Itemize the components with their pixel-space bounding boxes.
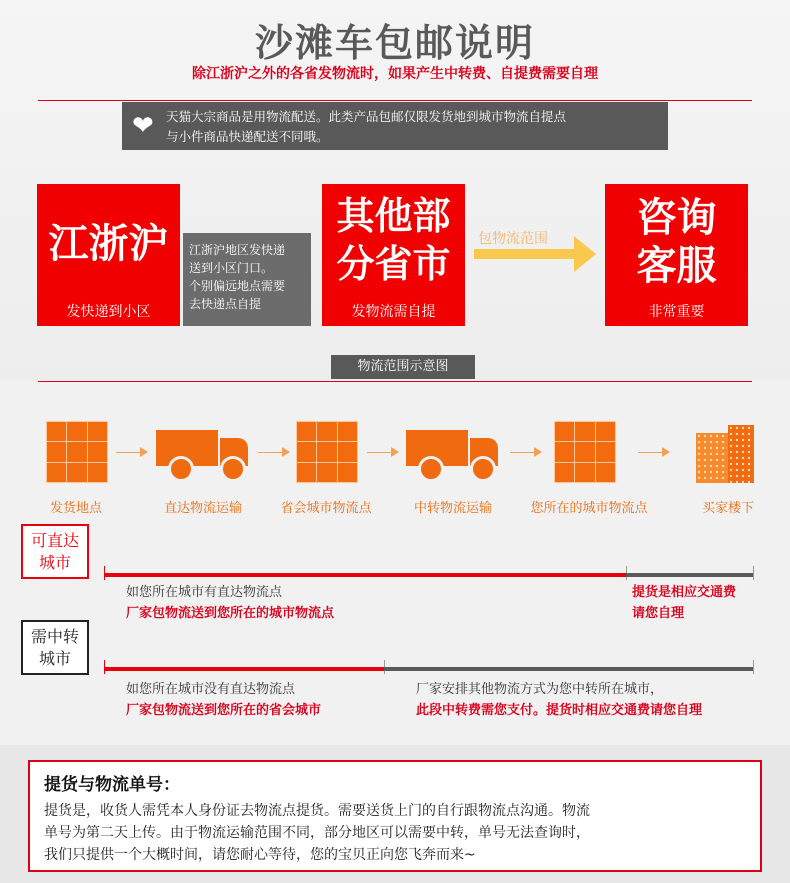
flow-legend: 物流范围示意图 bbox=[331, 355, 475, 379]
transfer-onward-note-red: 此段中转费需您支付。提货时相应交通费请您自理 bbox=[416, 703, 703, 718]
consult-title-line-2: 客服 bbox=[636, 242, 717, 289]
direct-pickup-note-1: 提货是相应交通费 bbox=[632, 585, 737, 600]
pickup-info-line-3: 我们只提供一个大概时间，请您耐心等待，您的宝贝正向您飞奔而来~ bbox=[44, 847, 476, 863]
jzh-note-line: 江浙沪地区发快递 bbox=[189, 243, 286, 257]
dash-arrow bbox=[510, 452, 536, 453]
step-label: 您所在的城市物流点 bbox=[530, 501, 648, 516]
consult-title-line-1: 咨询 bbox=[636, 194, 717, 241]
direct-pickup-bar bbox=[626, 573, 754, 577]
direct-label-line-1: 可直达 bbox=[30, 531, 79, 550]
direct-note-red: 厂家包物流送到您所在的城市物流点 bbox=[126, 606, 335, 621]
transfer-label-line-2: 城市 bbox=[38, 649, 71, 668]
warehouse-grid-icon bbox=[46, 421, 108, 483]
direct-pickup-note-2: 请您自理 bbox=[632, 606, 685, 621]
building-icon bbox=[696, 425, 756, 483]
arrow-head-icon bbox=[534, 447, 542, 457]
jzh-note-line: 送到小区门口。 bbox=[189, 261, 274, 275]
flow-section-background bbox=[0, 380, 790, 745]
jzh-note-line: 个别偏远地点需要 bbox=[189, 279, 286, 293]
transfer-note-red: 厂家包物流送到您所在的省会城市 bbox=[126, 703, 322, 718]
consult-box bbox=[605, 184, 748, 326]
step-label: 中转物流运输 bbox=[413, 501, 492, 516]
page-subtitle: 除江浙沪之外的各省发物流时，如果产生中转费、自提费需要自理 bbox=[192, 66, 598, 82]
bar-end-tick bbox=[753, 566, 754, 580]
arrow-label: 包物流范围 bbox=[478, 231, 548, 247]
bar-end-tick bbox=[753, 660, 754, 674]
consult-caption: 非常重要 bbox=[648, 304, 705, 320]
page-title: 沙滩车包邮说明 bbox=[254, 21, 535, 65]
step-label: 直达物流运输 bbox=[163, 501, 242, 516]
truck-icon bbox=[406, 430, 500, 478]
other-title-line-2: 分省市 bbox=[336, 241, 451, 286]
dash-arrow bbox=[116, 452, 142, 453]
transfer-onward-note-black: 厂家安排其他物流方式为您中转所在城市， bbox=[416, 682, 664, 697]
transfer-note-black: 如您所在城市没有直达物流点 bbox=[126, 682, 296, 697]
flow-divider bbox=[38, 381, 752, 382]
jzh-box bbox=[37, 184, 180, 326]
jzh-caption: 发快递到小区 bbox=[66, 304, 151, 320]
heart-icon: ❤ bbox=[132, 111, 154, 141]
other-title-line-1: 其他部 bbox=[336, 193, 451, 238]
other-caption: 发物流需自提 bbox=[351, 304, 436, 320]
pickup-info-line-2: 单号为第二天上传。由于物流运输范围不同，部分地区可以需要中转，单号无法查询时， bbox=[44, 825, 590, 841]
notice-line-2: 与小件商品快递配送不同哦。 bbox=[166, 129, 329, 144]
direct-note-black: 如您所在城市有直达物流点 bbox=[126, 585, 283, 600]
arrow-head-icon bbox=[140, 447, 148, 457]
arrow-head-icon bbox=[391, 447, 399, 457]
transfer-route-bar bbox=[104, 667, 384, 671]
jzh-note-line: 去快递点自提 bbox=[189, 297, 262, 311]
direct-city-label bbox=[21, 524, 89, 579]
truck-icon bbox=[156, 430, 250, 478]
direct-route-bar bbox=[104, 573, 626, 577]
pickup-info-box bbox=[28, 760, 762, 872]
transfer-onward-bar bbox=[384, 667, 754, 671]
dash-arrow bbox=[367, 452, 393, 453]
notice-banner bbox=[122, 102, 668, 150]
step-label: 发货地点 bbox=[49, 501, 102, 516]
provincial-hub-grid-icon bbox=[296, 421, 358, 483]
dash-arrow bbox=[258, 452, 284, 453]
city-hub-grid-icon bbox=[554, 421, 616, 483]
transfer-label-line-1: 需中转 bbox=[30, 627, 79, 646]
jzh-note-box bbox=[183, 233, 311, 326]
arrow-head-icon bbox=[662, 447, 670, 457]
direct-label-line-2: 城市 bbox=[38, 553, 71, 572]
dash-arrow bbox=[638, 452, 664, 453]
step-label: 买家楼下 bbox=[701, 501, 754, 516]
notice-line-1: 天猫大宗商品是用物流配送。此类产品包邮仅限发货地到城市物流自提点 bbox=[166, 109, 567, 124]
right-arrow-icon bbox=[470, 232, 602, 276]
pickup-info-heading: 提货与物流单号： bbox=[44, 775, 180, 795]
step-label: 省会城市物流点 bbox=[280, 501, 372, 516]
arrow-head-icon bbox=[282, 447, 290, 457]
other-provinces-box bbox=[322, 184, 465, 326]
header-divider bbox=[38, 100, 752, 101]
jzh-title: 江浙沪 bbox=[48, 220, 169, 267]
transfer-city-label bbox=[21, 620, 89, 675]
pickup-info-line-1: 提货是，收货人需凭本人身份证去物流点提货。需要送货上门的自行跟物流点沟通。物流 bbox=[44, 803, 590, 819]
